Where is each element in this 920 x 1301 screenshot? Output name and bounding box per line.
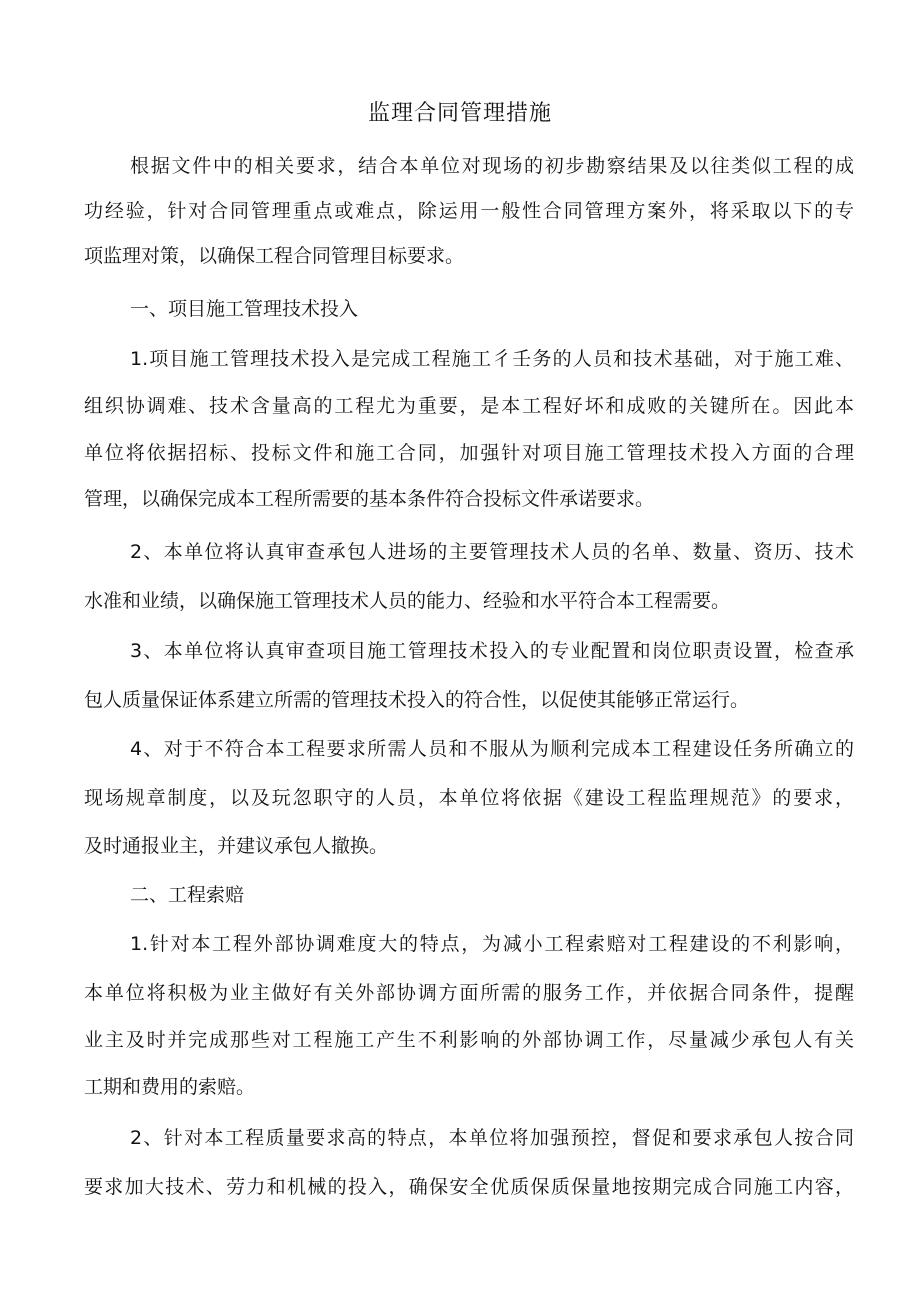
document-title: 监理合同管理措施 — [367, 101, 552, 126]
paragraph-line: 现场规章制度，以及玩忽职守的人员，本单位将依据《建设工程监理规范》的要求， — [84, 787, 854, 809]
paragraph-line: 功经验，针对合同管理重点或难点，除运用一般性合同管理方案外，将采取以下的专 — [84, 200, 854, 222]
paragraph-line: 4、对于不符合本工程要求所需人员和不服从为顺利完成本工程建设任务所确立的 — [130, 738, 854, 760]
paragraph-line: 水准和业绩，以确保施工管理技术人员的能力、经验和水平符合本工程需要。 — [84, 590, 731, 612]
paragraph-line: 组织协调难、技术含量高的工程尤为重要，是本工程好坏和成败的关键所在。因此本 — [84, 395, 854, 417]
paragraph-line: 3、本单位将认真审查项目施工管理技术投入的专业配置和岗位职责设置，检查承 — [130, 640, 854, 662]
section-heading: 一、项目施工管理技术投入 — [130, 298, 359, 320]
paragraph-line: 业主及时并完成那些对工程施工产生不利影响的外部协调工作，尽量减少承包人有关 — [84, 1029, 854, 1051]
paragraph-line: 1.针对本工程外部协调难度大的特点，为减小工程索赔对工程建设的不利影响， — [130, 933, 854, 955]
paragraph-line: 包人质量保证体系建立所需的管理技术投入的符合性，以促使其能够正常运行。 — [84, 689, 750, 711]
paragraph-line: 1.项目施工管理技术投入是完成工程施工彳壬务的人员和技术基础，对于施工难、 — [130, 348, 854, 370]
paragraph-line: 根据文件中的相关要求，结合本单位对现场的初步勘察结果及以往类似工程的成 — [130, 155, 854, 177]
paragraph-line: 2、针对本工程质量要求高的特点，本单位将加强预控，督促和要求承包人按合同 — [130, 1127, 854, 1149]
paragraph-line: 2、本单位将认真审查承包人进场的主要管理技术人员的名单、数量、资历、技术 — [130, 541, 854, 563]
paragraph-line: 及时通报业主，并建议承包人撤换。 — [84, 835, 389, 857]
paragraph-line: 管理，以确保完成本工程所需要的基本条件符合投标文件承诺要求。 — [84, 488, 655, 510]
paragraph-line: 单位将依据招标、投标文件和施工合同，加强针对项目施工管理技术投入方面的合理 — [84, 442, 854, 464]
paragraph-line: 本单位将积极为业主做好有关外部协调方面所需的服务工作，并依据合同条件，提醒 — [84, 982, 854, 1004]
paragraph-line: 工期和费用的索赔。 — [84, 1076, 256, 1098]
paragraph-line: 要求加大技术、劳力和机械的投入，确保安全优质保质保量地按期完成合同施工内容， — [84, 1176, 854, 1198]
paragraph-line: 项监理对策，以确保工程合同管理目标要求。 — [84, 245, 465, 267]
section-heading: 二、工程索赔 — [130, 884, 245, 906]
